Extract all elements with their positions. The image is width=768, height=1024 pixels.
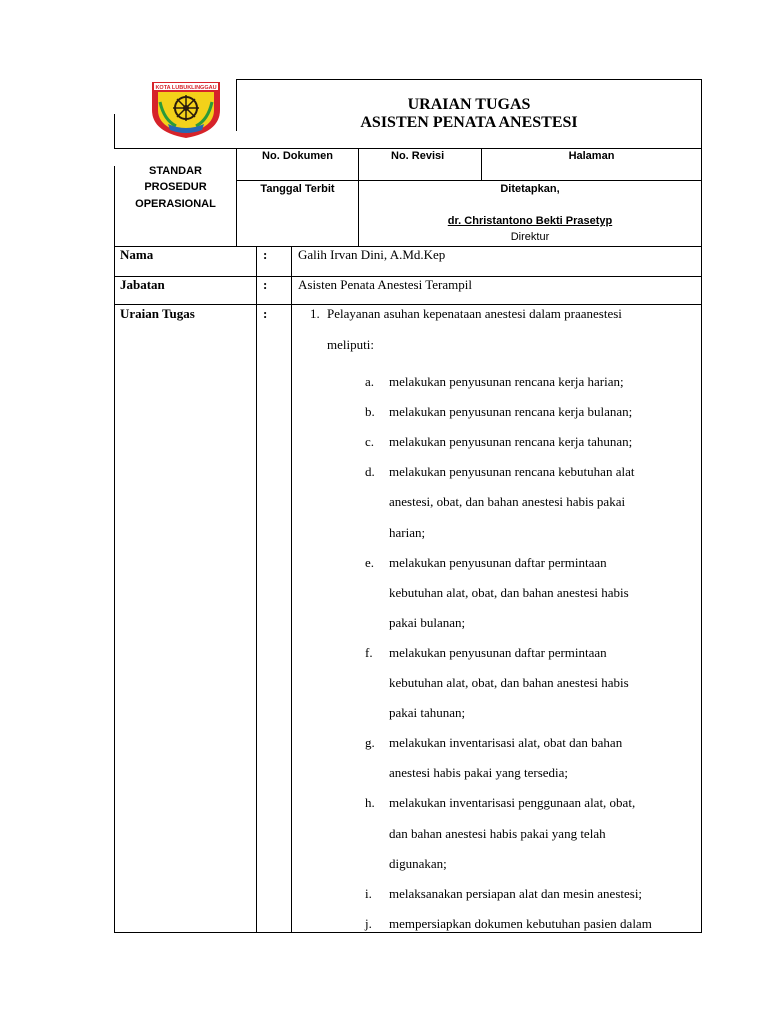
- no-revisi-label: No. Revisi: [391, 150, 445, 162]
- nama-colon: :: [263, 247, 268, 262]
- halaman-label: Halaman: [568, 150, 615, 162]
- task-1-sub-letter: i.: [365, 885, 372, 901]
- jabatan-value: Asisten Penata Anestesi Terampil: [298, 277, 472, 292]
- uraian-tugas-label: Uraian Tugas: [120, 306, 195, 321]
- task-1-sub-text-line: mempersiapkan dokumen kebutuhan pasien dalam: [389, 915, 652, 931]
- task-1-sub-text-line: melaksanakan persiapan alat dan mesin anestesi;: [389, 885, 643, 901]
- rule-uraian-top: [114, 304, 702, 305]
- sop-label-line1: STANDAR: [149, 165, 202, 177]
- tanggal-terbit-label: Tanggal Terbit: [260, 183, 335, 195]
- task-1-sub-text-line: dan bahan anestesi habis pakai yang telah: [389, 825, 606, 841]
- jabatan-colon: :: [263, 277, 268, 292]
- task-1-sub-letter: h.: [365, 795, 375, 811]
- rule-sop-left: [236, 148, 237, 247]
- jabatan-label: Jabatan: [120, 277, 165, 292]
- task-1-sub-letter: a.: [365, 374, 375, 389]
- rule-right: [701, 79, 702, 933]
- rule-sop-row: [236, 180, 702, 181]
- task-1-sub-text-line: melakukan penyusunan rencana kerja bulanan;: [389, 404, 633, 420]
- task-1-sub-text-line: melakukan penyusunan rencana kebutuhan alat: [389, 464, 635, 480]
- task-1-sub-text-line: anestesi, obat, dan bahan anestesi habis pakai: [389, 494, 626, 510]
- rule-left-upper: [114, 114, 115, 149]
- sop-label-line2: PROSEDUR: [144, 181, 207, 193]
- signer-title: Direktur: [510, 231, 550, 243]
- sop-label-line3: OPERASIONAL: [135, 198, 216, 210]
- rule-top: [236, 79, 702, 80]
- task-1-sub-text-line: kebutuhan alat, obat, dan bahan anestesi habis: [389, 675, 629, 690]
- uraian-tugas-colon: :: [263, 306, 268, 321]
- task-1-sub-text-line: melakukan penyusunan daftar permintaan: [389, 554, 607, 570]
- rule-bottom: [114, 932, 702, 933]
- task-1-sub-letter: b.: [365, 404, 375, 420]
- task-1-sub-text-line: pakai tahunan;: [389, 705, 466, 721]
- task-1-sub-letter: g.: [365, 735, 375, 751]
- task-1-sub-text-line: melakukan penyusunan rencana kerja tahunan;: [389, 434, 633, 450]
- task-1-sub-text-line: anestesi habis pakai yang tersedia;: [389, 765, 569, 781]
- task-1-sub-text-line: digunakan;: [389, 855, 447, 871]
- city-emblem-logo: [150, 80, 222, 140]
- task-1-text-line1: Pelayanan asuhan kepenataan anestesi dalam praanestesi: [327, 306, 622, 321]
- ditetapkan-label: Ditetapkan,: [500, 183, 560, 195]
- nama-value: Galih Irvan Dini, A.Md.Kep: [298, 247, 446, 262]
- task-1-sub-letter: e.: [365, 554, 375, 570]
- task-1-sub-letter: d.: [365, 464, 375, 480]
- task-1-sub-text-line: harian;: [389, 524, 426, 540]
- task-1-sub-text-line: melakukan inventarisasi penggunaan alat, obat,: [389, 795, 636, 811]
- rule-col-value: [291, 246, 292, 933]
- rule-header-bottom: [114, 148, 702, 149]
- signer-name: dr. Christantono Bekti Prasetyp: [447, 215, 613, 227]
- document-title-line2: ASISTEN PENATA ANESTESI: [360, 114, 578, 131]
- no-dokumen-label: No. Dokumen: [262, 150, 333, 162]
- task-1-sub-letter: c.: [365, 434, 375, 450]
- document-title-line1: URAIAN TUGAS: [407, 96, 531, 113]
- task-1-number: 1.: [310, 306, 320, 321]
- task-1-sub-text-line: pakai bulanan;: [389, 614, 466, 630]
- task-1-sub-letter: j.: [365, 915, 372, 931]
- task-1-sub-text-line: melakukan penyusunan daftar permintaan: [389, 644, 607, 660]
- rule-col-colon: [256, 246, 257, 933]
- task-1-sub-text-line: kebutuhan alat, obat, dan bahan anestesi habis: [389, 584, 629, 600]
- rule-left-body: [114, 246, 115, 933]
- task-1-sub-text-line: melakukan penyusunan rencana kerja harian;: [389, 374, 624, 389]
- task-1-sub-letter: f.: [365, 644, 373, 660]
- nama-label: Nama: [120, 247, 154, 262]
- task-1-sub-text-line: melakukan inventarisasi alat, obat dan bahan: [389, 735, 623, 751]
- emblem-banner-text: KOTA LUBUKLINGGAU: [155, 85, 217, 91]
- task-1-text-line2: meliputi:: [327, 337, 374, 352]
